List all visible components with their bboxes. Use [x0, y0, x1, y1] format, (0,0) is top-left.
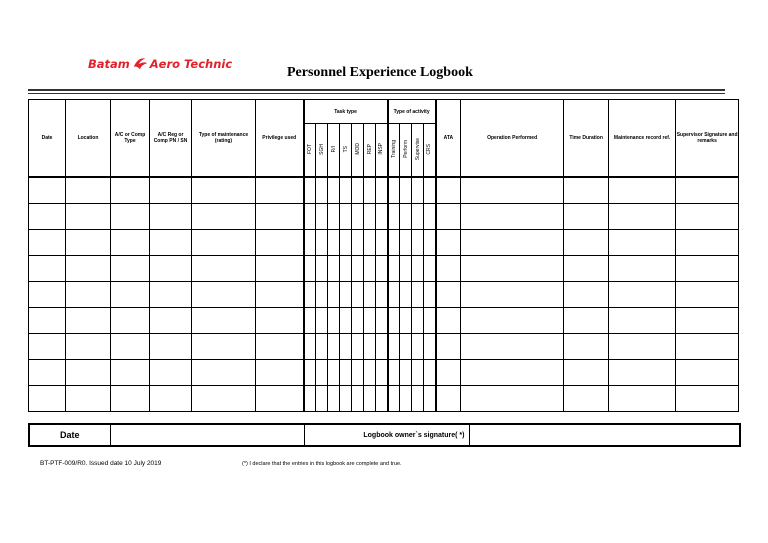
log-entry-cell[interactable]: [564, 386, 609, 412]
log-entry-cell[interactable]: [424, 386, 436, 412]
log-entry-cell[interactable]: [676, 360, 739, 386]
log-entry-cell[interactable]: [436, 308, 461, 334]
log-entry-cell[interactable]: [388, 386, 400, 412]
flame-logo-icon: [131, 55, 149, 73]
log-entry-cell[interactable]: [340, 334, 352, 360]
log-entry-cell[interactable]: [340, 230, 352, 256]
log-entry-cell[interactable]: [192, 204, 256, 230]
log-entry-cell[interactable]: [352, 204, 364, 230]
log-entry-cell[interactable]: [436, 360, 461, 386]
log-entry-cell[interactable]: [436, 204, 461, 230]
log-entry-cell[interactable]: [364, 204, 376, 230]
log-entry-cell[interactable]: [388, 334, 400, 360]
log-entry-cell[interactable]: [29, 308, 66, 334]
col-header-location: Location: [66, 100, 111, 178]
task-type-label: INSP: [378, 143, 385, 155]
log-entry-cell[interactable]: [150, 177, 192, 204]
activity-type-perform: [400, 124, 412, 178]
logo-text-batam: Batam: [88, 57, 130, 71]
logo-text-aero-technic: Aero Technic: [149, 57, 233, 71]
log-entry-cell[interactable]: [376, 256, 388, 282]
log-entry-cell[interactable]: [66, 177, 111, 204]
log-entry-cell[interactable]: [400, 282, 412, 308]
log-entry-cell[interactable]: [376, 204, 388, 230]
col-header-ata: ATA: [436, 100, 461, 178]
log-entry-cell[interactable]: [364, 256, 376, 282]
log-entry-cell[interactable]: [609, 282, 676, 308]
log-entry-cell[interactable]: [316, 256, 328, 282]
activity-type-label: CRS: [426, 143, 433, 155]
log-entry-cell[interactable]: [676, 256, 739, 282]
log-entry-cell[interactable]: [29, 256, 66, 282]
log-entry-cell[interactable]: [461, 386, 564, 412]
log-entry-cell[interactable]: [412, 360, 424, 386]
log-entry-cell[interactable]: [316, 177, 328, 204]
log-entry-cell[interactable]: [424, 282, 436, 308]
log-entry-cell[interactable]: [256, 177, 304, 204]
activity-type-label: Supervise: [414, 137, 421, 161]
log-entry-row: [29, 256, 739, 282]
log-entry-cell[interactable]: [29, 334, 66, 360]
activity-type-crs: [424, 124, 436, 178]
log-entry-cell[interactable]: [609, 308, 676, 334]
footer-date-label: Date: [29, 424, 110, 446]
log-entry-row: [29, 177, 739, 204]
log-entry-cell[interactable]: [388, 204, 400, 230]
task-type-sgh: [316, 124, 328, 178]
log-entry-cell[interactable]: [424, 230, 436, 256]
log-entry-cell[interactable]: [340, 386, 352, 412]
log-entry-cell[interactable]: [340, 177, 352, 204]
log-entry-cell[interactable]: [328, 256, 340, 282]
col-header-supervisor: Supervisor Signature and remarks: [676, 100, 739, 178]
log-entry-cell[interactable]: [412, 282, 424, 308]
col-header-ac-reg: A/C Reg or Comp PN / SN: [150, 100, 192, 178]
log-entry-cell[interactable]: [424, 308, 436, 334]
log-entry-cell[interactable]: [412, 177, 424, 204]
log-entry-cell[interactable]: [192, 177, 256, 204]
log-entry-cell[interactable]: [256, 256, 304, 282]
log-entry-cell[interactable]: [676, 308, 739, 334]
footer-signature-label: Logbook owner`s signature( *): [304, 424, 469, 446]
log-entry-row: [29, 282, 739, 308]
log-entry-cell[interactable]: [150, 282, 192, 308]
log-entry-cell[interactable]: [29, 360, 66, 386]
log-entry-cell[interactable]: [150, 204, 192, 230]
log-entry-cell[interactable]: [304, 177, 316, 204]
log-entry-cell[interactable]: [352, 334, 364, 360]
col-header-task-type: Task type: [304, 100, 388, 124]
log-entry-cell[interactable]: [316, 360, 328, 386]
log-entry-cell[interactable]: [340, 282, 352, 308]
log-entry-cell[interactable]: [400, 334, 412, 360]
log-entry-cell[interactable]: [424, 204, 436, 230]
log-entry-cell[interactable]: [436, 334, 461, 360]
log-entry-cell[interactable]: [256, 360, 304, 386]
log-entry-cell[interactable]: [328, 308, 340, 334]
log-entry-cell[interactable]: [412, 308, 424, 334]
task-type-label: TS: [342, 145, 349, 153]
log-entry-cell[interactable]: [564, 230, 609, 256]
log-entry-cell[interactable]: [150, 230, 192, 256]
log-entry-cell[interactable]: [316, 386, 328, 412]
log-entry-cell[interactable]: [676, 230, 739, 256]
log-entry-cell[interactable]: [376, 308, 388, 334]
log-entry-cell[interactable]: [412, 230, 424, 256]
log-entry-cell[interactable]: [304, 282, 316, 308]
log-entry-cell[interactable]: [364, 282, 376, 308]
log-entry-cell[interactable]: [461, 230, 564, 256]
log-entry-cell[interactable]: [328, 386, 340, 412]
log-entry-cell[interactable]: [111, 204, 150, 230]
log-entry-cell[interactable]: [364, 386, 376, 412]
log-entry-cell[interactable]: [400, 360, 412, 386]
log-entry-cell[interactable]: [304, 386, 316, 412]
log-entry-cell[interactable]: [400, 204, 412, 230]
log-entry-cell[interactable]: [400, 256, 412, 282]
task-type-label: SGH: [318, 143, 325, 155]
company-logo: [88, 54, 232, 74]
logbook-table: [28, 99, 739, 412]
log-entry-cell[interactable]: [388, 256, 400, 282]
log-entry-cell[interactable]: [352, 177, 364, 204]
log-entry-cell[interactable]: [150, 334, 192, 360]
task-type-insp: [376, 124, 388, 178]
log-entry-cell[interactable]: [364, 334, 376, 360]
log-entry-cell[interactable]: [436, 230, 461, 256]
log-entry-cell[interactable]: [352, 230, 364, 256]
log-entry-row: [29, 334, 739, 360]
log-entry-cell[interactable]: [461, 308, 564, 334]
log-entry-cell[interactable]: [400, 308, 412, 334]
log-entry-cell[interactable]: [564, 282, 609, 308]
log-entry-cell[interactable]: [29, 177, 66, 204]
log-entry-cell[interactable]: [352, 360, 364, 386]
log-entry-cell[interactable]: [461, 334, 564, 360]
log-entry-cell[interactable]: [304, 256, 316, 282]
activity-type-supervise: [412, 124, 424, 178]
log-entry-cell[interactable]: [352, 282, 364, 308]
log-entry-cell[interactable]: [111, 386, 150, 412]
log-entry-cell[interactable]: [29, 230, 66, 256]
footer-signature-table: [28, 423, 741, 447]
log-entry-cell[interactable]: [192, 308, 256, 334]
log-entry-cell[interactable]: [376, 230, 388, 256]
log-entry-cell[interactable]: [256, 204, 304, 230]
log-entry-cell[interactable]: [192, 282, 256, 308]
log-entry-cell[interactable]: [192, 256, 256, 282]
log-entry-cell[interactable]: [676, 177, 739, 204]
log-entry-cell[interactable]: [364, 177, 376, 204]
log-entry-cell[interactable]: [192, 360, 256, 386]
log-entry-cell[interactable]: [256, 308, 304, 334]
log-entry-cell[interactable]: [461, 177, 564, 204]
log-entry-cell[interactable]: [609, 230, 676, 256]
log-entry-cell[interactable]: [304, 360, 316, 386]
log-entry-cell[interactable]: [340, 360, 352, 386]
form-code: BT-PTF-009/R0. Issued date 10 July 2019: [40, 460, 162, 467]
log-entry-cell[interactable]: [676, 334, 739, 360]
log-entry-cell[interactable]: [388, 282, 400, 308]
log-entry-cell[interactable]: [376, 360, 388, 386]
log-entry-cell[interactable]: [609, 360, 676, 386]
log-entry-cell[interactable]: [66, 360, 111, 386]
log-entry-cell[interactable]: [564, 334, 609, 360]
col-header-maintenance-type: Type of maintenance (rating): [192, 100, 256, 178]
log-entry-cell[interactable]: [412, 204, 424, 230]
log-entry-cell[interactable]: [412, 334, 424, 360]
log-entry-cell[interactable]: [424, 256, 436, 282]
log-entry-cell[interactable]: [376, 334, 388, 360]
activity-type-label: Training: [390, 140, 397, 158]
log-entry-cell[interactable]: [564, 308, 609, 334]
activity-type-training: [388, 124, 400, 178]
log-entry-cell[interactable]: [66, 282, 111, 308]
log-entry-cell[interactable]: [111, 334, 150, 360]
log-entry-cell[interactable]: [29, 282, 66, 308]
log-entry-cell[interactable]: [376, 282, 388, 308]
task-type-rep: [364, 124, 376, 178]
col-header-privilege: Privilege used: [256, 100, 304, 178]
log-entry-cell[interactable]: [328, 282, 340, 308]
log-entry-cell[interactable]: [256, 386, 304, 412]
log-entry-cell[interactable]: [564, 204, 609, 230]
log-entry-cell[interactable]: [150, 360, 192, 386]
log-entry-cell[interactable]: [328, 204, 340, 230]
log-entry-cell[interactable]: [564, 177, 609, 204]
log-entry-cell[interactable]: [256, 282, 304, 308]
log-entry-cell[interactable]: [676, 386, 739, 412]
log-entry-cell[interactable]: [328, 360, 340, 386]
footer-date-field[interactable]: [110, 424, 304, 446]
declaration-note: (*) I declare that the entries in this logbook are complete and true.: [242, 461, 402, 467]
log-entry-cell[interactable]: [376, 386, 388, 412]
log-entry-cell[interactable]: [111, 256, 150, 282]
log-entry-cell[interactable]: [66, 386, 111, 412]
log-entry-cell[interactable]: [328, 334, 340, 360]
header-rule-bottom: [28, 93, 725, 94]
task-type-label: REP: [366, 143, 373, 155]
log-entry-cell[interactable]: [436, 177, 461, 204]
log-entry-cell[interactable]: [192, 334, 256, 360]
footer-signature-field[interactable]: [469, 424, 740, 446]
log-entry-cell[interactable]: [400, 177, 412, 204]
log-entry-cell[interactable]: [316, 204, 328, 230]
log-entry-cell[interactable]: [256, 334, 304, 360]
log-entry-cell[interactable]: [364, 230, 376, 256]
log-entry-cell[interactable]: [111, 177, 150, 204]
log-entry-cell[interactable]: [364, 308, 376, 334]
task-type-fot: [304, 124, 316, 178]
log-entry-cell[interactable]: [316, 282, 328, 308]
log-entry-cell[interactable]: [352, 308, 364, 334]
log-entry-cell[interactable]: [461, 360, 564, 386]
log-entry-cell[interactable]: [192, 386, 256, 412]
log-entry-cell[interactable]: [424, 360, 436, 386]
log-entry-cell[interactable]: [111, 360, 150, 386]
log-entry-cell[interactable]: [316, 230, 328, 256]
log-entry-cell[interactable]: [609, 334, 676, 360]
log-entry-cell[interactable]: [388, 360, 400, 386]
log-entry-cell[interactable]: [364, 360, 376, 386]
task-type-label: R/I: [330, 145, 337, 153]
log-entry-cell[interactable]: [150, 256, 192, 282]
log-entry-cell[interactable]: [461, 256, 564, 282]
log-entry-cell[interactable]: [436, 256, 461, 282]
log-entry-cell[interactable]: [66, 334, 111, 360]
log-entry-cell[interactable]: [461, 282, 564, 308]
log-entry-cell[interactable]: [340, 308, 352, 334]
log-entry-cell[interactable]: [424, 177, 436, 204]
log-entry-cell[interactable]: [29, 204, 66, 230]
log-entry-row: [29, 204, 739, 230]
log-entry-cell[interactable]: [412, 256, 424, 282]
log-entry-cell[interactable]: [609, 256, 676, 282]
log-entry-cell[interactable]: [340, 204, 352, 230]
log-entry-cell[interactable]: [400, 230, 412, 256]
log-entry-cell[interactable]: [564, 256, 609, 282]
log-entry-cell[interactable]: [352, 386, 364, 412]
log-entry-cell[interactable]: [424, 334, 436, 360]
log-entry-cell[interactable]: [111, 230, 150, 256]
activity-type-label: Perform: [402, 140, 409, 158]
task-type-label: FOT: [306, 144, 313, 154]
col-header-time: Time Duration: [564, 100, 609, 178]
log-entry-cell[interactable]: [150, 386, 192, 412]
log-entry-cell[interactable]: [376, 177, 388, 204]
log-entry-cell[interactable]: [256, 230, 304, 256]
log-entry-cell[interactable]: [328, 230, 340, 256]
log-entry-cell[interactable]: [436, 386, 461, 412]
page-title: Personnel Experience Logbook: [287, 65, 473, 80]
log-entry-row: [29, 360, 739, 386]
log-entry-cell[interactable]: [676, 204, 739, 230]
task-type-ri: [328, 124, 340, 178]
task-type-mod: [352, 124, 364, 178]
log-entry-cell[interactable]: [328, 177, 340, 204]
col-header-operation: Operation Performed: [461, 100, 564, 178]
log-entry-cell[interactable]: [352, 256, 364, 282]
log-entry-cell[interactable]: [609, 177, 676, 204]
log-entry-cell[interactable]: [304, 308, 316, 334]
log-entry-cell[interactable]: [304, 230, 316, 256]
log-entry-cell[interactable]: [192, 230, 256, 256]
task-type-label: MOD: [354, 143, 361, 155]
log-entry-cell[interactable]: [400, 386, 412, 412]
log-entry-cell[interactable]: [150, 308, 192, 334]
log-entry-cell[interactable]: [66, 256, 111, 282]
log-entry-row: [29, 308, 739, 334]
task-type-ts: [340, 124, 352, 178]
col-header-record: Maintenance record ref.: [609, 100, 676, 178]
log-entry-cell[interactable]: [340, 256, 352, 282]
log-entry-cell[interactable]: [66, 308, 111, 334]
col-header-ac-type: A/C or Comp Type: [111, 100, 150, 178]
log-entry-cell[interactable]: [388, 177, 400, 204]
log-entry-cell[interactable]: [609, 386, 676, 412]
log-entry-row: [29, 386, 739, 412]
log-entry-cell[interactable]: [676, 282, 739, 308]
log-entry-cell[interactable]: [66, 204, 111, 230]
log-entry-cell[interactable]: [316, 308, 328, 334]
log-entry-cell[interactable]: [388, 308, 400, 334]
log-entry-cell[interactable]: [111, 308, 150, 334]
log-entry-cell[interactable]: [436, 282, 461, 308]
log-entry-cell[interactable]: [304, 204, 316, 230]
col-header-activity-type: Type of activity: [388, 100, 436, 124]
log-entry-cell[interactable]: [564, 360, 609, 386]
log-entry-row: [29, 230, 739, 256]
log-entry-cell[interactable]: [111, 282, 150, 308]
col-header-date: Date: [29, 100, 66, 178]
log-entry-cell[interactable]: [388, 230, 400, 256]
log-entry-cell[interactable]: [461, 204, 564, 230]
log-entry-cell[interactable]: [609, 204, 676, 230]
log-entry-cell[interactable]: [29, 386, 66, 412]
log-entry-cell[interactable]: [304, 334, 316, 360]
header-rule-top: [28, 89, 725, 91]
log-entry-cell[interactable]: [412, 386, 424, 412]
log-entry-cell[interactable]: [66, 230, 111, 256]
log-entry-cell[interactable]: [316, 334, 328, 360]
